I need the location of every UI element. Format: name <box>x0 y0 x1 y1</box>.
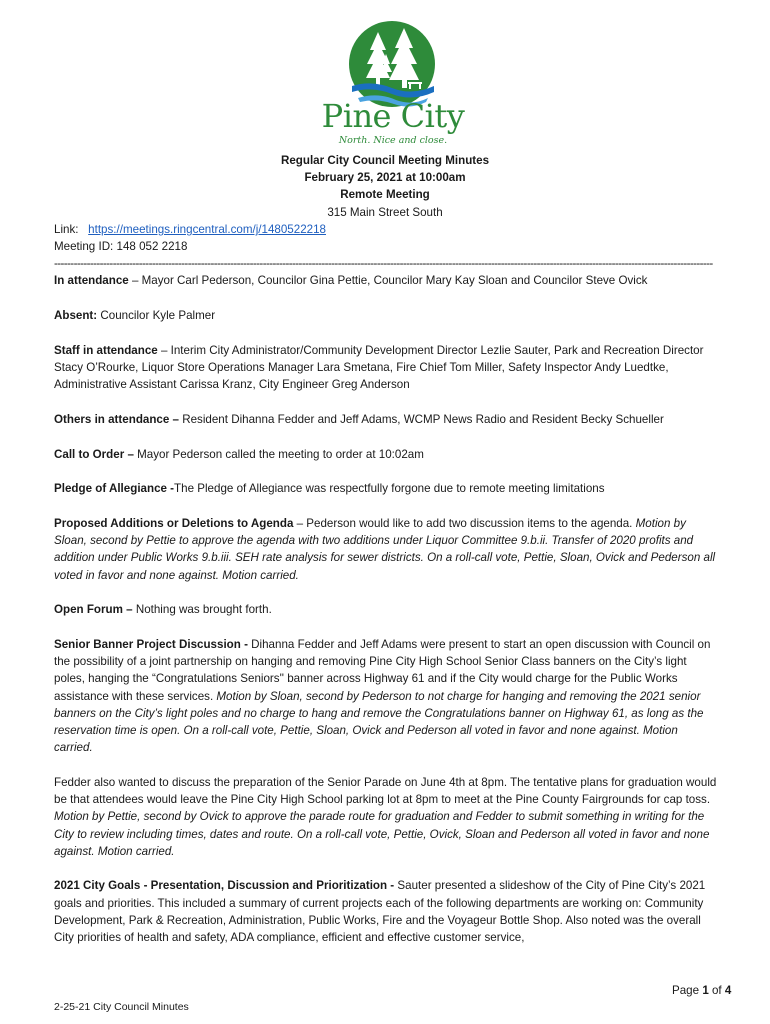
link-label: Link: <box>54 223 79 236</box>
staff-paragraph <box>54 342 718 394</box>
agenda-label: Proposed Additions or Deletions to Agenda <box>54 517 294 531</box>
goals-paragraph <box>54 877 718 946</box>
staff-text: – Interim City Administrator/Community Development Director Lezlie Sauter, Park and Recreation Director Stacy O’Rourke, Liquor Store Operations Manager Lara Smetana, Fire Chief Tom Miller, Safety Inspector Andy Luedtke, Administrative Assistant Carissa Kranz, City Engineer Greg Anderson <box>54 343 704 392</box>
banner-motion: Motion by Sloan, second by Pederson to not charge for hanging and removing the 2021 senior banners on the City’s light poles and no charge to hang and remove the Congratulations banner on Highway 61, as long as the reservation time is open. On a roll-call vote, Pettie, Sloan, Ovick and Pederson all voted in favor and none against. Motion carried. <box>54 689 704 755</box>
open-forum-label: Open Forum – <box>54 603 133 617</box>
parade-motion: Motion by Pettie, second by Ovick to approve the parade route for graduation and Fedder to submit something in writing for the City to review including times, dates and route. On a roll-call vote, Pettie, Ovick, Sloan and Pederson all voted in favor and none against. Motion carried. <box>54 810 710 858</box>
open-forum-text: Nothing was brought forth. <box>132 603 272 617</box>
open-forum-paragraph <box>54 601 718 618</box>
others-text: Resident Dihanna Fedder and Jeff Adams, WCMP News Radio and Resident Becky Schueller <box>179 412 664 426</box>
meeting-link-line <box>54 221 718 238</box>
others-label: Others in attendance – <box>54 412 179 426</box>
page-prefix: Page <box>672 984 703 997</box>
banner-paragraph <box>54 636 718 756</box>
page-number <box>672 984 731 997</box>
agenda-motion: Motion by Sloan, second by Pettie to approve the agenda with two additions under Liquor Committee 9.b.ii. Transfer of 2020 profits and addition under Public Works 9.b.iii. SEH rate analysis for sewer districts. On a roll-call vote, Pettie, Sloan, Ovick and Pederson all voted in favor and none against. Motion carried. <box>54 517 716 582</box>
parade-text: Fedder also wanted to discuss the preparation of the Senior Parade on June 4th at 8pm. The tentative plans for graduation would be that attendees would leave the Pine City High School parking lot at 8pm to meet at the Pine County Fairgrounds for cap toss. <box>54 775 717 807</box>
divider-line: ---------------------------------------------------------------------------------------------------------------------------------------------------------------------------------------------------------- <box>54 257 713 271</box>
attendance-paragraph <box>54 272 718 289</box>
meeting-id: Meeting ID: 148 052 2218 <box>54 240 188 254</box>
meeting-link[interactable]: https://meetings.ringcentral.com/j/1480522218 <box>88 223 326 236</box>
banner-label: Senior Banner Project Discussion - <box>54 638 248 652</box>
banner-text: Dihanna Fedder and Jeff Adams were present to start an open discussion with Council on the possibility of a joint partnership on hanging and removing Pine City High School Senior Class banners on the City’s light poles, hanging the “Congratulations Seniors'' banner across Highway 61 and if the City would charge for the Public Works assistance with these services. <box>54 638 711 703</box>
document-title: Regular City Council Meeting Minutes <box>280 154 490 167</box>
minutes-body <box>54 221 718 964</box>
agenda-paragraph <box>54 515 718 584</box>
meeting-date: February 25, 2021 at 10:00am <box>304 171 466 184</box>
staff-label: Staff in attendance <box>54 343 158 357</box>
parade-paragraph <box>54 774 718 860</box>
absent-label: Absent: <box>54 309 98 323</box>
pledge-label: Pledge of Allegiance - <box>54 482 175 496</box>
call-to-order-label: Call to Order – <box>54 447 134 461</box>
call-to-order-text: Mayor Pederson called the meeting to order at 10:02am <box>133 447 424 461</box>
absent-paragraph <box>54 307 718 324</box>
meeting-address: 315 Main Street South <box>327 206 443 219</box>
logo-tagline: North. Nice and close. <box>338 135 448 146</box>
attendance-text: – Mayor Carl Pederson, Councilor Gina Pettie, Councilor Mary Kay Sloan and Councilor Steve Ovick <box>128 274 648 288</box>
pine-city-logo <box>318 18 468 146</box>
call-to-order-paragraph <box>54 446 718 463</box>
page-total: 4 <box>724 984 732 997</box>
pledge-text: The Pledge of Allegiance was respectfully forgone due to remote meeting limitations <box>174 482 605 496</box>
page-of: of <box>708 984 725 997</box>
absent-text: Councilor Kyle Palmer <box>97 309 216 323</box>
agenda-text: – Pederson would like to add two discussion items to the agenda. <box>293 517 636 531</box>
page-current: 1 <box>702 984 709 997</box>
pine-trees-logo-icon <box>348 20 436 108</box>
logo-title: Pine City <box>321 97 465 135</box>
footer-doc-label: 2-25-21 City Council Minutes <box>54 1001 189 1013</box>
meeting-type: Remote Meeting <box>340 188 430 201</box>
goals-text: Sauter presented a slideshow of the City of Pine City’s 2021 goals and priorities. This included a summary of current projects each of the following departments are working on: Community Development, Park & Recreation, Administration, Public Works, Fire and the Voyageur Bottle Shop. Also noted was the overall City priorities of health and safety, ADA compliance, efficient and effective customer service, <box>54 879 706 945</box>
goals-label: 2021 City Goals - Presentation, Discussion and Prioritization - <box>54 879 395 893</box>
pledge-paragraph <box>54 480 718 497</box>
others-paragraph <box>54 411 718 428</box>
attendance-label: In attendance <box>54 274 129 288</box>
